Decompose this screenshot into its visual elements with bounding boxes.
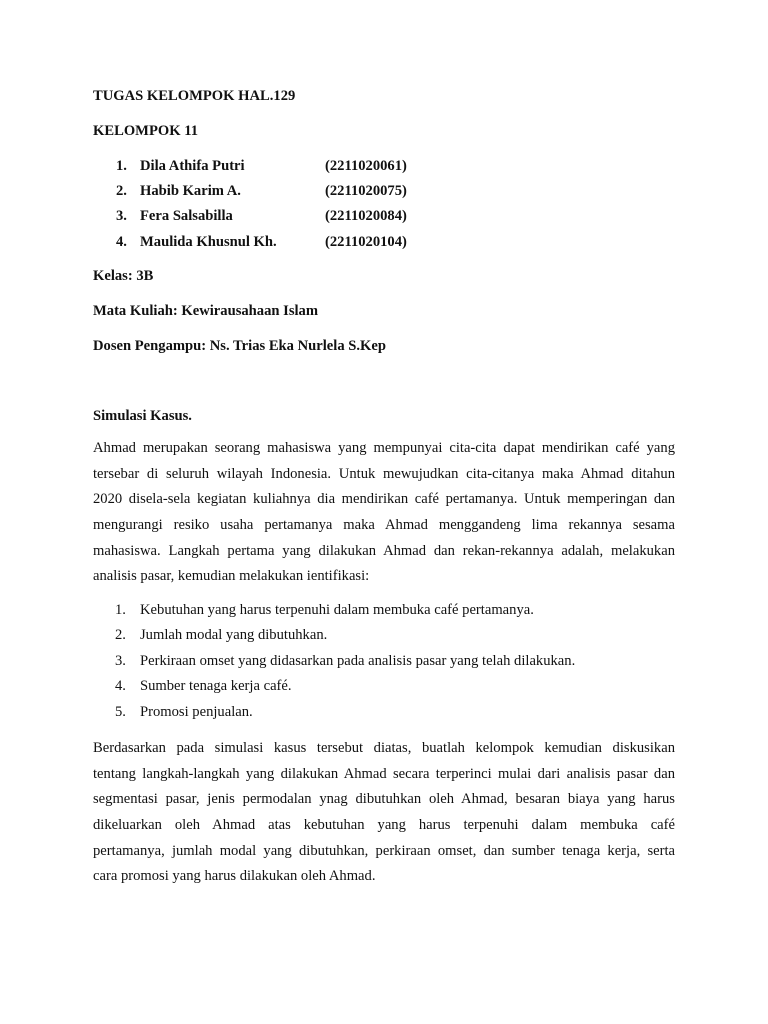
member-name: Dila Athifa Putri [140, 158, 245, 174]
list-item-number: 2. [115, 627, 126, 644]
member-number: 1. [116, 158, 127, 174]
list-item-number: 4. [115, 678, 126, 695]
list-item-text: Perkiraan omset yang didasarkan pada analisis pasar yang telah dilakukan. [140, 652, 576, 669]
task-paragraph [93, 736, 675, 890]
list-item-text: Jumlah modal yang dibutuhkan. [140, 627, 328, 644]
paragraph-line: 2020 disela-sela kegiatan kuliahnya dia mendirikan café pertamanya. Untuk memperingan dan [93, 491, 675, 508]
case-heading: Simulasi Kasus. [93, 408, 192, 424]
lecturer-info: Dosen Pengampu: Ns. Trias Eka Nurlela S.Kep [93, 338, 386, 354]
list-item-text: Promosi penjualan. [140, 703, 253, 720]
class-info: Kelas: 3B [93, 268, 154, 284]
list-item-number: 1. [115, 602, 126, 618]
list-item-text: Sumber tenaga kerja café. [140, 678, 292, 695]
paragraph-line: mengurangi resiko usaha pertamanya maka Ahmad menggandeng lima rekannya sesama [93, 517, 675, 534]
member-name: Fera Salsabilla [140, 208, 233, 224]
member-nim: (2211020084) [325, 208, 407, 224]
paragraph-line: cara promosi yang harus dilakukan oleh Ahmad. [93, 868, 376, 885]
member-number: 4. [116, 234, 127, 250]
course-info: Mata Kuliah: Kewirausahaan Islam [93, 303, 319, 319]
list-item-number: 3. [115, 652, 126, 669]
member-number: 2. [116, 183, 127, 199]
paragraph-line: mahasiswa. Langkah pertama yang dilakukan Ahmad dan rekan-rekannya adalah, melakukan [93, 542, 675, 559]
member-name: Maulida Khusnul Kh. [140, 234, 277, 250]
paragraph-line: dikeluarkan oleh Ahmad atas kebutuhan yang harus terpenuhi dalam membuka café [93, 817, 675, 834]
case-intro-paragraph [93, 436, 675, 590]
paragraph-line: analisis pasar, kemudian melakukan ientifikasi: [93, 568, 370, 585]
member-nim: (2211020104) [325, 234, 407, 250]
paragraph-line: Ahmad merupakan seorang mahasiswa yang mempunyai cita-cita dapat mendirikan café yang [93, 440, 675, 456]
paragraph-line: Berdasarkan pada simulasi kasus tersebut diatas, buatlah kelompok kemudian diskusikan [93, 740, 675, 756]
paragraph-line: tentang langkah-langkah yang dilakukan Ahmad secara terperinci mulai dari analisis pasar dan [93, 765, 675, 782]
member-number: 3. [116, 208, 127, 224]
member-name: Habib Karim A. [140, 183, 241, 199]
list-item-number: 5. [115, 703, 126, 720]
member-nim: (2211020075) [325, 183, 407, 199]
paragraph-line: tersebar di seluruh wilayah Indonesia. Untuk mewujudkan cita-citanya maka Ahmad ditahun [93, 465, 675, 482]
group-label: KELOMPOK 11 [93, 123, 198, 139]
list-item-text: Kebutuhan yang harus terpenuhi dalam membuka café pertamanya. [140, 602, 534, 618]
paragraph-line: pertamanya, jumlah modal yang dibutuhkan, perkiraan omset, dan sumber tenaga kerja, serta [93, 842, 675, 859]
member-nim: (2211020061) [325, 158, 407, 174]
paragraph-line: segmentasi pasar, jenis permodalan ynag dibutuhkan oleh Ahmad, besaran biaya yang harus [93, 791, 675, 808]
document-title: TUGAS KELOMPOK HAL.129 [93, 88, 296, 104]
